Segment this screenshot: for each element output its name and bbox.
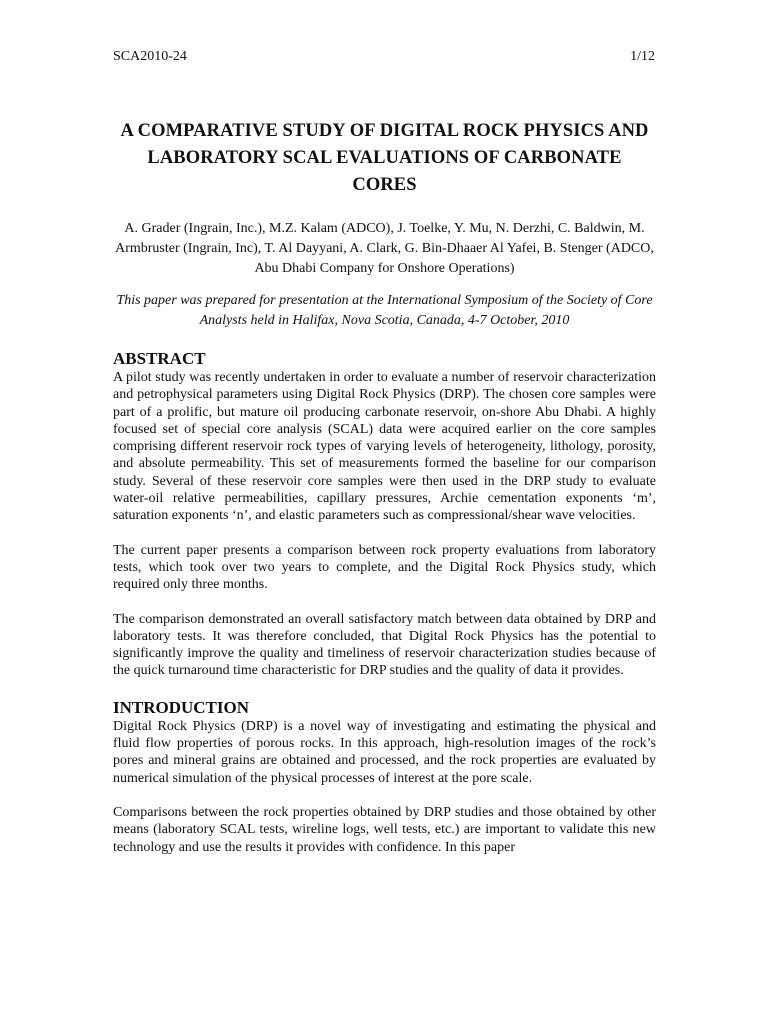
introduction-paragraph: Comparisons between the rock properties obtained by DRP studies and those obtained by other means (laboratory SCAL tests, wireline logs, well tests, etc.) are important to validate this new technology and use the results it provides with confidence. In this paper [113, 804, 656, 855]
abstract-body [113, 369, 656, 680]
page-content [113, 118, 656, 856]
abstract-paragraph: The current paper presents a comparison between rock property evaluations from laboratory tests, which took over two years to complete, and the Digital Rock Physics study, which required only three months. [113, 542, 656, 593]
paper-title: A COMPARATIVE STUDY OF DIGITAL ROCK PHYSICS AND LABORATORY SCAL EVALUATIONS OF CARBONATE CORES [120, 121, 649, 195]
author-list: A. Grader (Ingrain, Inc.), M.Z. Kalam (ADCO), J. Toelke, Y. Mu, N. Derzhi, C. Baldwin, M. Armbruster (Ingrain, Inc), T. Al Dayyani, A. Clark, G. Bin-Dhaaer Al Yafei, B. Stenger (ADCO, Abu Dhabi Company for Onshore Operations) [115, 221, 654, 276]
abstract-heading: ABSTRACT [113, 349, 206, 368]
introduction-paragraph: Digital Rock Physics (DRP) is a novel way of investigating and estimating the physical and fluid flow properties of porous rocks. In this approach, high-resolution images of the rock’s pores and mineral grains are obtained and processed, and the rock properties are evaluated by numerical simulation of the physical processes of interest at the pore scale. [113, 718, 656, 786]
introduction-heading: INTRODUCTION [113, 697, 250, 717]
abstract-paragraph: The comparison demonstrated an overall satisfactory match between data obtained by DRP and laboratory tests. It was therefore concluded, that Digital Rock Physics has the potential to significantly improve the quality and timeliness of reservoir characterization studies because of the quick turnaround time characteristic for DRP studies and the quality of data it provides. [113, 611, 656, 679]
page-number: 1/12 [630, 49, 655, 64]
presentation-note: This paper was prepared for presentation at the International Symposium of the Society of Core Analysts held in Halifax, Nova Scotia, Canada, 4-7 October, 2010 [116, 293, 653, 328]
paper-id: SCA2010-24 [113, 49, 187, 64]
introduction-body [113, 718, 656, 856]
abstract-paragraph: A pilot study was recently undertaken in order to evaluate a number of reservoir characterization and petrophysical parameters using Digital Rock Physics (DRP). The chosen core samples were part of a prolific, but mature oil producing carbonate reservoir, on-shore Abu Dhabi. A highly focused set of special core analysis (SCAL) data were acquired earlier on the core samples comprising different reservoir rock types of varying levels of heterogeneity, lithology, porosity, and absolute permeability. This set of measurements formed the baseline for our comparison study. Several of these reservoir core samples were then used in the DRP study to evaluate water-oil relative permeabilities, capillary pressures, Archie cementation exponents ‘m’, saturation exponents ‘n’, and elastic parameters such as compressional/shear wave velocities. [113, 370, 656, 524]
